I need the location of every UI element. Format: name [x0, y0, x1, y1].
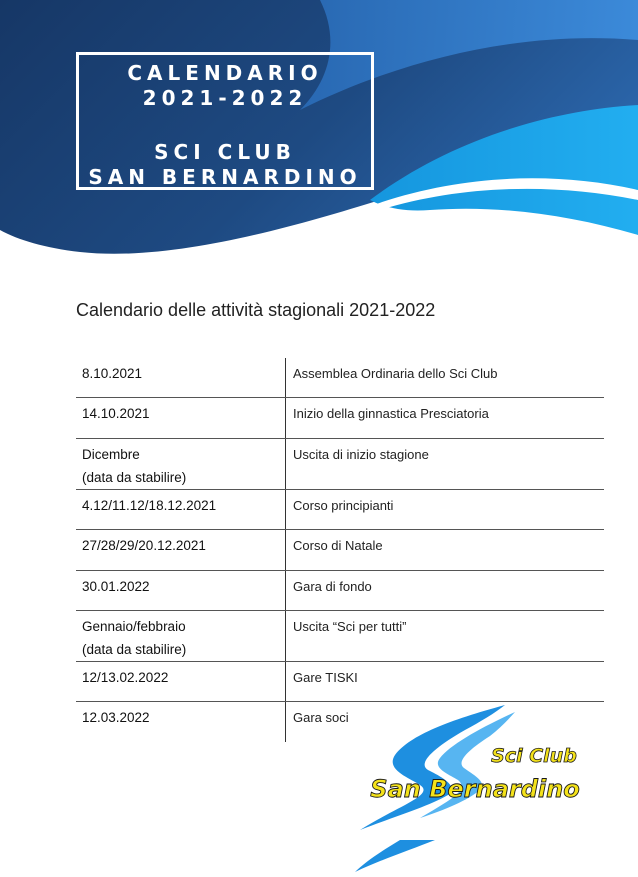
event-cell: Assemblea Ordinaria dello Sci Club	[285, 358, 604, 397]
table-row	[76, 358, 604, 398]
season-title: 2021-2022	[142, 86, 308, 110]
event-cell: Corso principianti	[285, 490, 604, 529]
event-cell: Inizio della ginnastica Presciatoria	[285, 398, 604, 438]
club-name-line2: SAN BERNARDINO	[88, 165, 362, 189]
date-cell: 27/28/29/20.12.2021	[82, 538, 206, 553]
event-cell: Corso di Natale	[285, 530, 604, 570]
table-row	[76, 439, 604, 490]
date-cell: Dicembre (data da stabilire)	[82, 447, 187, 485]
date-cell: 8.10.2021	[82, 366, 143, 381]
title-box	[76, 52, 374, 190]
calendar-title: CALENDARIO	[127, 61, 323, 85]
page-heading: Calendario delle attività stagionali 2021-2022	[76, 300, 436, 320]
date-cell: 12.03.2022	[82, 710, 150, 725]
logo-text-line2: San Bernardino	[370, 775, 580, 803]
event-cell: Uscita di inizio stagione	[285, 439, 604, 489]
schedule-table	[76, 358, 604, 742]
table-row	[76, 398, 604, 439]
club-name-line1: SCI CLUB	[154, 140, 296, 164]
date-cell: 30.01.2022	[82, 579, 150, 594]
event-cell: Uscita “Sci per tutti”	[285, 611, 604, 661]
event-cell: Gara soci	[285, 702, 604, 742]
event-cell: Gara di fondo	[285, 571, 604, 610]
table-row	[76, 571, 604, 611]
event-cell: Gare TISKI	[285, 662, 604, 701]
date-cell: 4.12/11.12/18.12.2021	[82, 498, 217, 513]
logo-text-line1: Sci Club	[491, 745, 577, 767]
table-row	[76, 530, 604, 571]
table-row	[76, 490, 604, 530]
sci-club-logo	[340, 700, 610, 875]
table-row	[76, 611, 604, 662]
date-cell: 12/13.02.2022	[82, 670, 169, 685]
date-cell: 14.10.2021	[82, 406, 150, 421]
date-cell: Gennaio/febbraio (data da stabilire)	[82, 619, 187, 657]
table-row	[76, 662, 604, 702]
